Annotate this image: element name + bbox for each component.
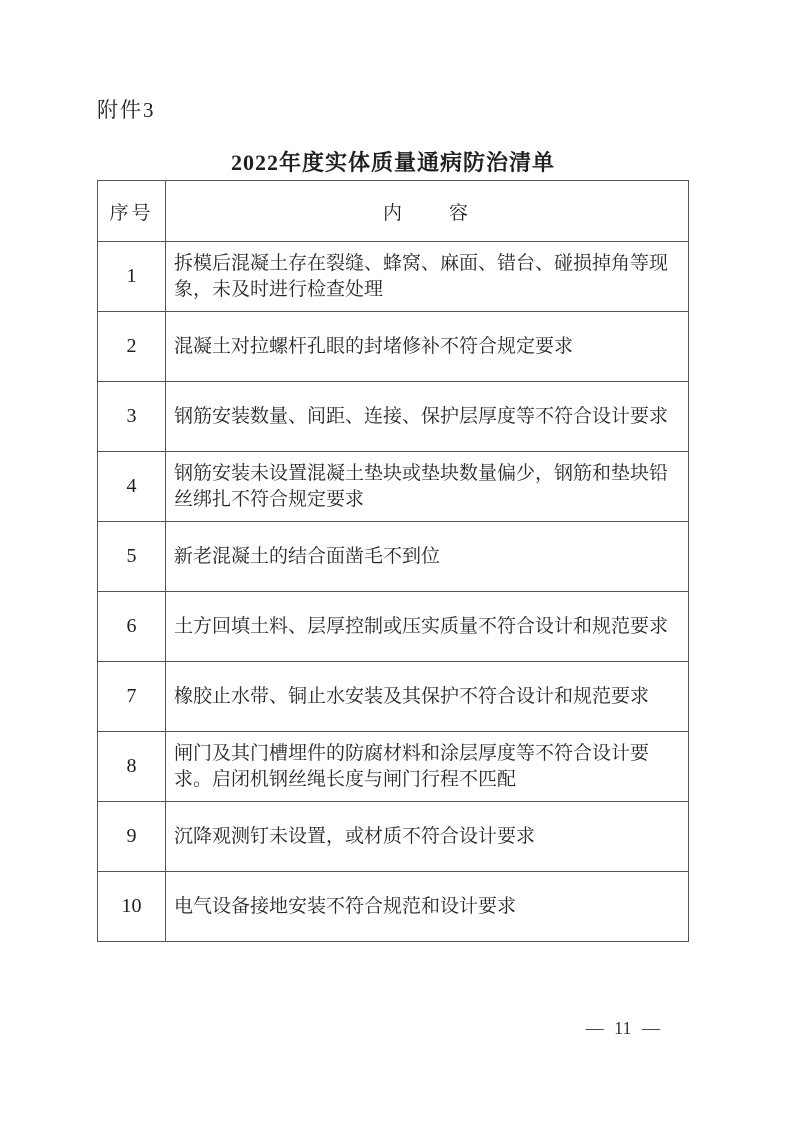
page-number: — 11 — bbox=[585, 1018, 660, 1038]
table-body bbox=[98, 242, 689, 942]
table-row bbox=[98, 802, 689, 872]
attachment-label: 附件3 bbox=[97, 98, 156, 122]
row-index: 2 bbox=[98, 312, 166, 382]
row-content: 沉降观测钉未设置，或材质不符合设计要求 bbox=[166, 802, 689, 872]
column-header-index: 序号 bbox=[98, 181, 166, 242]
row-content: 钢筋安装未设置混凝土垫块或垫块数量偏少，钢筋和垫块铅丝绑扎不符合规定要求 bbox=[166, 452, 689, 522]
row-index: 10 bbox=[98, 872, 166, 942]
row-index: 1 bbox=[98, 242, 166, 312]
table-row bbox=[98, 382, 689, 452]
row-index: 5 bbox=[98, 522, 166, 592]
row-index: 9 bbox=[98, 802, 166, 872]
table-row bbox=[98, 592, 689, 662]
row-index: 8 bbox=[98, 732, 166, 802]
row-content: 钢筋安装数量、间距、连接、保护层厚度等不符合设计要求 bbox=[166, 382, 689, 452]
page-title: 2022年度实体质量通病防治清单 bbox=[230, 150, 555, 175]
table-row bbox=[98, 662, 689, 732]
row-content: 新老混凝土的结合面凿毛不到位 bbox=[166, 522, 689, 592]
row-index: 7 bbox=[98, 662, 166, 732]
row-content: 拆模后混凝土存在裂缝、蜂窝、麻面、错台、碰损掉角等现象，未及时进行检查处理 bbox=[166, 242, 689, 312]
table-header bbox=[98, 181, 689, 242]
row-content: 橡胶止水带、铜止水安装及其保护不符合设计和规范要求 bbox=[166, 662, 689, 732]
table-row bbox=[98, 872, 689, 942]
row-index: 4 bbox=[98, 452, 166, 522]
row-content: 闸门及其门槽埋件的防腐材料和涂层厚度等不符合设计要求。启闭机钢丝绳长度与闸门行程不匹配 bbox=[166, 732, 689, 802]
row-index: 3 bbox=[98, 382, 166, 452]
table-row bbox=[98, 522, 689, 592]
row-content: 土方回填土料、层厚控制或压实质量不符合设计和规范要求 bbox=[166, 592, 689, 662]
row-content: 电气设备接地安装不符合规范和设计要求 bbox=[166, 872, 689, 942]
table-row bbox=[98, 452, 689, 522]
table-row bbox=[98, 312, 689, 382]
table-row bbox=[98, 242, 689, 312]
row-content: 混凝土对拉螺杆孔眼的封堵修补不符合规定要求 bbox=[166, 312, 689, 382]
defects-table bbox=[97, 180, 689, 942]
row-index: 6 bbox=[98, 592, 166, 662]
header-row bbox=[98, 181, 689, 242]
table-row bbox=[98, 732, 689, 802]
column-header-content: 内 容 bbox=[166, 181, 689, 242]
